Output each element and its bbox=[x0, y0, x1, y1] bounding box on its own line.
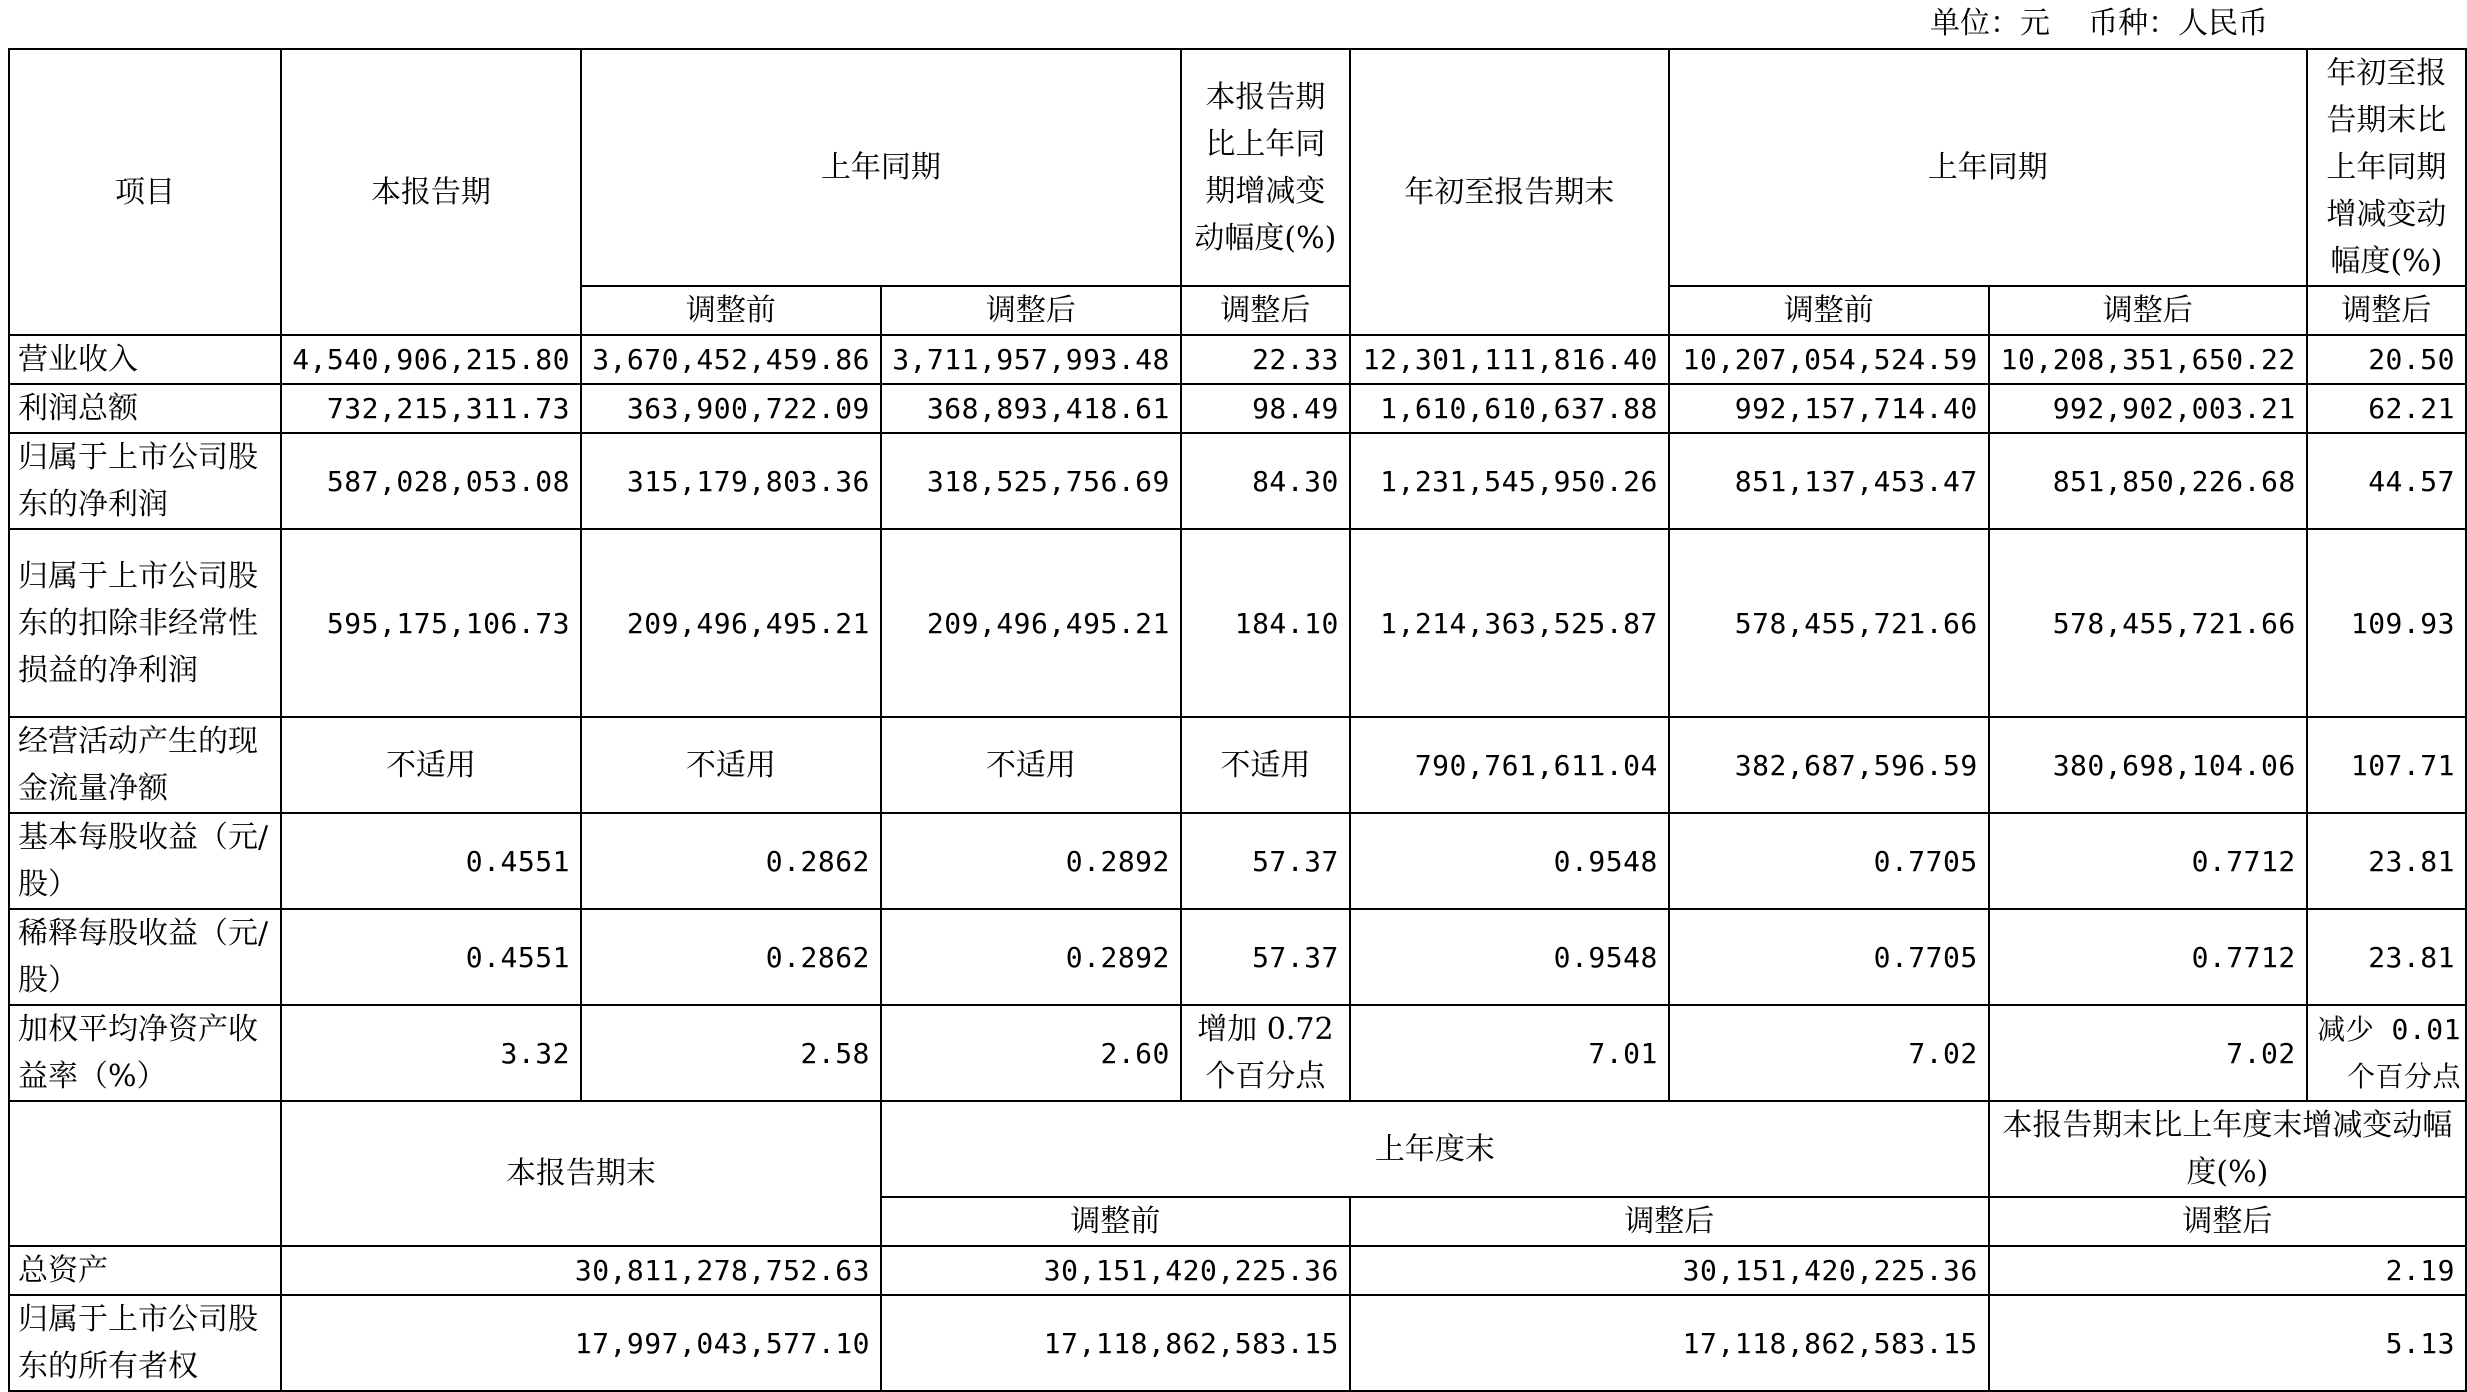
table-row bbox=[9, 1295, 2466, 1391]
row-label: 归属于上市公司股东的净利润 bbox=[9, 433, 281, 529]
cell-value: 17,118,862,583.15 bbox=[1350, 1295, 1989, 1391]
header-current-period: 本报告期 bbox=[281, 49, 581, 335]
header-after-adjust-change: 调整后 bbox=[1181, 286, 1350, 335]
row-label: 总资产 bbox=[9, 1246, 281, 1295]
cell-value: 不适用 bbox=[281, 717, 581, 813]
header2-before-adjust: 调整前 bbox=[881, 1197, 1350, 1246]
cell-value: 57.37 bbox=[1181, 909, 1350, 1005]
cell-value: 2.60 bbox=[881, 1005, 1181, 1101]
cell-value: 107.71 bbox=[2307, 717, 2466, 813]
table-row bbox=[9, 813, 2466, 909]
header2-prior-year-end: 上年度末 bbox=[881, 1101, 1989, 1197]
header-after-adjust-change-ytd: 调整后 bbox=[2307, 286, 2466, 335]
cell-value: 0.9548 bbox=[1350, 813, 1669, 909]
cell-value: 595,175,106.73 bbox=[281, 529, 581, 717]
cell-value: 不适用 bbox=[581, 717, 881, 813]
cell-value: 22.33 bbox=[1181, 335, 1350, 384]
cell-value: 2.58 bbox=[581, 1005, 881, 1101]
row-label: 经营活动产生的现金流量净额 bbox=[9, 717, 281, 813]
row-label: 基本每股收益（元/股） bbox=[9, 813, 281, 909]
header-prior-year-same-period-ytd: 上年同期 bbox=[1669, 49, 2307, 286]
table-row bbox=[9, 1246, 2466, 1295]
cell-value: 12,301,111,816.40 bbox=[1350, 335, 1669, 384]
cell-value: 23.81 bbox=[2307, 909, 2466, 1005]
cell-value: 30,151,420,225.36 bbox=[1350, 1246, 1989, 1295]
header2-after-adjust: 调整后 bbox=[1350, 1197, 1989, 1246]
cell-value: 0.7712 bbox=[1989, 813, 2307, 909]
cell-value: 992,157,714.40 bbox=[1669, 384, 1989, 433]
unit-currency-note: 单位：元 币种：人民币 bbox=[1930, 6, 2269, 41]
cell-value: 0.9548 bbox=[1350, 909, 1669, 1005]
header2-change: 本报告期末比上年度末增减变动幅度(%) bbox=[1989, 1101, 2466, 1197]
cell-value: 363,900,722.09 bbox=[581, 384, 881, 433]
table-row bbox=[9, 335, 2466, 384]
cell-value: 5.13 bbox=[1989, 1295, 2466, 1391]
cell-value: 84.30 bbox=[1181, 433, 1350, 529]
cell-value: 0.4551 bbox=[281, 909, 581, 1005]
header-change-period: 本报告期比上年同期增减变动幅度(%) bbox=[1181, 49, 1350, 286]
cell-value: 30,151,420,225.36 bbox=[881, 1246, 1350, 1295]
cell-value: 7.02 bbox=[1669, 1005, 1989, 1101]
cell-value: 17,118,862,583.15 bbox=[881, 1295, 1350, 1391]
cell-value: 578,455,721.66 bbox=[1669, 529, 1989, 717]
cell-value: 0.7705 bbox=[1669, 813, 1989, 909]
cell-value: 732,215,311.73 bbox=[281, 384, 581, 433]
cell-value: 23.81 bbox=[2307, 813, 2466, 909]
table-row bbox=[9, 909, 2466, 1005]
cell-value: 30,811,278,752.63 bbox=[281, 1246, 881, 1295]
cell-value: 382,687,596.59 bbox=[1669, 717, 1989, 813]
header-before-adjust: 调整前 bbox=[581, 286, 881, 335]
cell-value: 1,610,610,637.88 bbox=[1350, 384, 1669, 433]
cell-value: 851,137,453.47 bbox=[1669, 433, 1989, 529]
header-prior-year-same-period: 上年同期 bbox=[581, 49, 1181, 286]
cell-value: 587,028,053.08 bbox=[281, 433, 581, 529]
header-after-adjust-ytd: 调整后 bbox=[1989, 286, 2307, 335]
header2-period-end: 本报告期末 bbox=[281, 1101, 881, 1246]
cell-value: 368,893,418.61 bbox=[881, 384, 1181, 433]
cell-value: 62.21 bbox=[2307, 384, 2466, 433]
header2-after-adjust-change: 调整后 bbox=[1989, 1197, 2466, 1246]
cell-value: 184.10 bbox=[1181, 529, 1350, 717]
cell-value: 减少 0.01 个百分点 bbox=[2307, 1005, 2466, 1101]
cell-value: 851,850,226.68 bbox=[1989, 433, 2307, 529]
cell-value: 578,455,721.66 bbox=[1989, 529, 2307, 717]
row-label: 营业收入 bbox=[9, 335, 281, 384]
cell-value: 0.2862 bbox=[581, 813, 881, 909]
cell-value: 98.49 bbox=[1181, 384, 1350, 433]
cell-value: 不适用 bbox=[881, 717, 1181, 813]
cell-value: 3,670,452,459.86 bbox=[581, 335, 881, 384]
cell-value: 2.19 bbox=[1989, 1246, 2466, 1295]
cell-value: 7.01 bbox=[1350, 1005, 1669, 1101]
cell-value: 315,179,803.36 bbox=[581, 433, 881, 529]
header-ytd: 年初至报告期末 bbox=[1350, 49, 1669, 335]
table-row bbox=[9, 529, 2466, 717]
cell-value: 1,214,363,525.87 bbox=[1350, 529, 1669, 717]
cell-value: 0.7705 bbox=[1669, 909, 1989, 1005]
cell-value: 209,496,495.21 bbox=[581, 529, 881, 717]
cell-value: 17,997,043,577.10 bbox=[281, 1295, 881, 1391]
cell-value: 3,711,957,993.48 bbox=[881, 335, 1181, 384]
header-change-ytd: 年初至报告期末比上年同期增减变动幅度(%) bbox=[2307, 49, 2466, 286]
row-label: 稀释每股收益（元/股） bbox=[9, 909, 281, 1005]
header2-item-blank bbox=[9, 1101, 281, 1246]
header-before-adjust-ytd: 调整前 bbox=[1669, 286, 1989, 335]
table-row bbox=[9, 384, 2466, 433]
cell-value: 4,540,906,215.80 bbox=[281, 335, 581, 384]
financial-data-table bbox=[8, 48, 2467, 1392]
cell-value: 0.4551 bbox=[281, 813, 581, 909]
cell-value: 44.57 bbox=[2307, 433, 2466, 529]
row-label: 归属于上市公司股东的所有者权 bbox=[9, 1295, 281, 1391]
cell-value: 10,207,054,524.59 bbox=[1669, 335, 1989, 384]
cell-value: 0.2892 bbox=[881, 909, 1181, 1005]
row-label: 加权平均净资产收益率（%） bbox=[9, 1005, 281, 1101]
cell-value: 0.2892 bbox=[881, 813, 1181, 909]
cell-value: 318,525,756.69 bbox=[881, 433, 1181, 529]
table-row bbox=[9, 717, 2466, 813]
cell-value: 10,208,351,650.22 bbox=[1989, 335, 2307, 384]
row-label: 利润总额 bbox=[9, 384, 281, 433]
cell-value: 209,496,495.21 bbox=[881, 529, 1181, 717]
cell-value: 0.7712 bbox=[1989, 909, 2307, 1005]
cell-value: 1,231,545,950.26 bbox=[1350, 433, 1669, 529]
row-label: 归属于上市公司股东的扣除非经常性损益的净利润 bbox=[9, 529, 281, 717]
cell-value: 7.02 bbox=[1989, 1005, 2307, 1101]
cell-value: 109.93 bbox=[2307, 529, 2466, 717]
header-item: 项目 bbox=[9, 49, 281, 335]
table-row bbox=[9, 433, 2466, 529]
cell-value: 增加 0.72 个百分点 bbox=[1181, 1005, 1350, 1101]
cell-value: 992,902,003.21 bbox=[1989, 384, 2307, 433]
cell-value: 790,761,611.04 bbox=[1350, 717, 1669, 813]
cell-value: 380,698,104.06 bbox=[1989, 717, 2307, 813]
table-row bbox=[9, 1005, 2466, 1101]
header-after-adjust: 调整后 bbox=[881, 286, 1181, 335]
cell-value: 0.2862 bbox=[581, 909, 881, 1005]
cell-value: 57.37 bbox=[1181, 813, 1350, 909]
cell-value: 3.32 bbox=[281, 1005, 581, 1101]
cell-value: 不适用 bbox=[1181, 717, 1350, 813]
cell-value: 20.50 bbox=[2307, 335, 2466, 384]
